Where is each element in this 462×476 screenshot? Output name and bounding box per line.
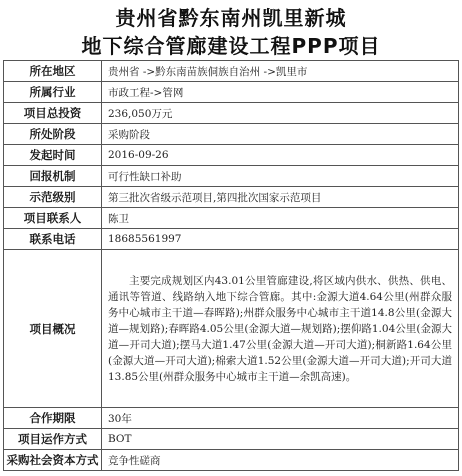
row-value-start-date: 2016-09-26 bbox=[102, 145, 459, 166]
row-label-region: 所在地区 bbox=[4, 61, 102, 82]
row-label-return-mechanism: 回报机制 bbox=[4, 166, 102, 187]
row-label-investment: 项目总投资 bbox=[4, 103, 102, 124]
row-value-term: 30年 bbox=[102, 408, 459, 429]
row-label-contact: 项目联系人 bbox=[4, 208, 102, 229]
table-row bbox=[4, 82, 459, 103]
row-value-industry: 市政工程->管网 bbox=[102, 82, 459, 103]
row-label-demo-level: 示范级别 bbox=[4, 187, 102, 208]
table-row bbox=[4, 166, 459, 187]
table-row bbox=[4, 103, 459, 124]
project-info-table bbox=[3, 60, 459, 471]
page-title-line1: 贵州省黔东南州凯里新城 bbox=[115, 6, 347, 30]
row-value-contact: 陈卫 bbox=[102, 208, 459, 229]
row-label-operation-mode: 项目运作方式 bbox=[4, 429, 102, 450]
row-label-industry: 所属行业 bbox=[4, 82, 102, 103]
row-value-overview: 主要完成规划区内43.01公里管廊建设,将区域内供水、供热、供电、通讯等管道、线路纳入地下综合管廊。其中:金源大道4.64公里(州群众服务中心城市主干道—春晖路);州群众服务中心城市主干道14.8公里(金源大道—规划路);春晖路4.05公里(金源大道—规划路);摆仰路1.04公里(金源大道—开司大道);摆马大道1.47公里(金源大道—开司大道);桐新路1.64公里(金源大道—开司大道);棉索大道1.52公里(金源大道—开司大道);开司大道13.85公里(州群众服务中心城市主干道—余凯高速)。 bbox=[102, 250, 459, 408]
row-value-phone: 18685561997 bbox=[102, 229, 459, 250]
page-title-line2: 地下综合管廊建设工程PPP项目 bbox=[81, 34, 381, 58]
row-label-procurement-method: 采购社会资本方式 bbox=[4, 450, 102, 471]
row-value-stage: 采购阶段 bbox=[102, 124, 459, 145]
row-value-region: 贵州省 ->黔东南苗族侗族自治州 ->凯里市 bbox=[102, 61, 459, 82]
table-row bbox=[4, 429, 459, 450]
row-value-procurement-method: 竞争性磋商 bbox=[102, 450, 459, 471]
row-value-operation-mode: BOT bbox=[102, 429, 459, 450]
table-row bbox=[4, 187, 459, 208]
row-value-demo-level: 第三批次省级示范项目,第四批次国家示范项目 bbox=[102, 187, 459, 208]
table-row bbox=[4, 250, 459, 408]
row-label-overview: 项目概况 bbox=[4, 250, 102, 408]
row-value-return-mechanism: 可行性缺口补助 bbox=[102, 166, 459, 187]
table-row bbox=[4, 124, 459, 145]
table-row bbox=[4, 229, 459, 250]
row-label-start-date: 发起时间 bbox=[4, 145, 102, 166]
table-row bbox=[4, 61, 459, 82]
row-label-term: 合作期限 bbox=[4, 408, 102, 429]
table-row bbox=[4, 208, 459, 229]
row-label-phone: 联系电话 bbox=[4, 229, 102, 250]
row-label-stage: 所处阶段 bbox=[4, 124, 102, 145]
table-row bbox=[4, 408, 459, 429]
table-row bbox=[4, 450, 459, 471]
table-row bbox=[4, 145, 459, 166]
row-value-investment: 236,050万元 bbox=[102, 103, 459, 124]
